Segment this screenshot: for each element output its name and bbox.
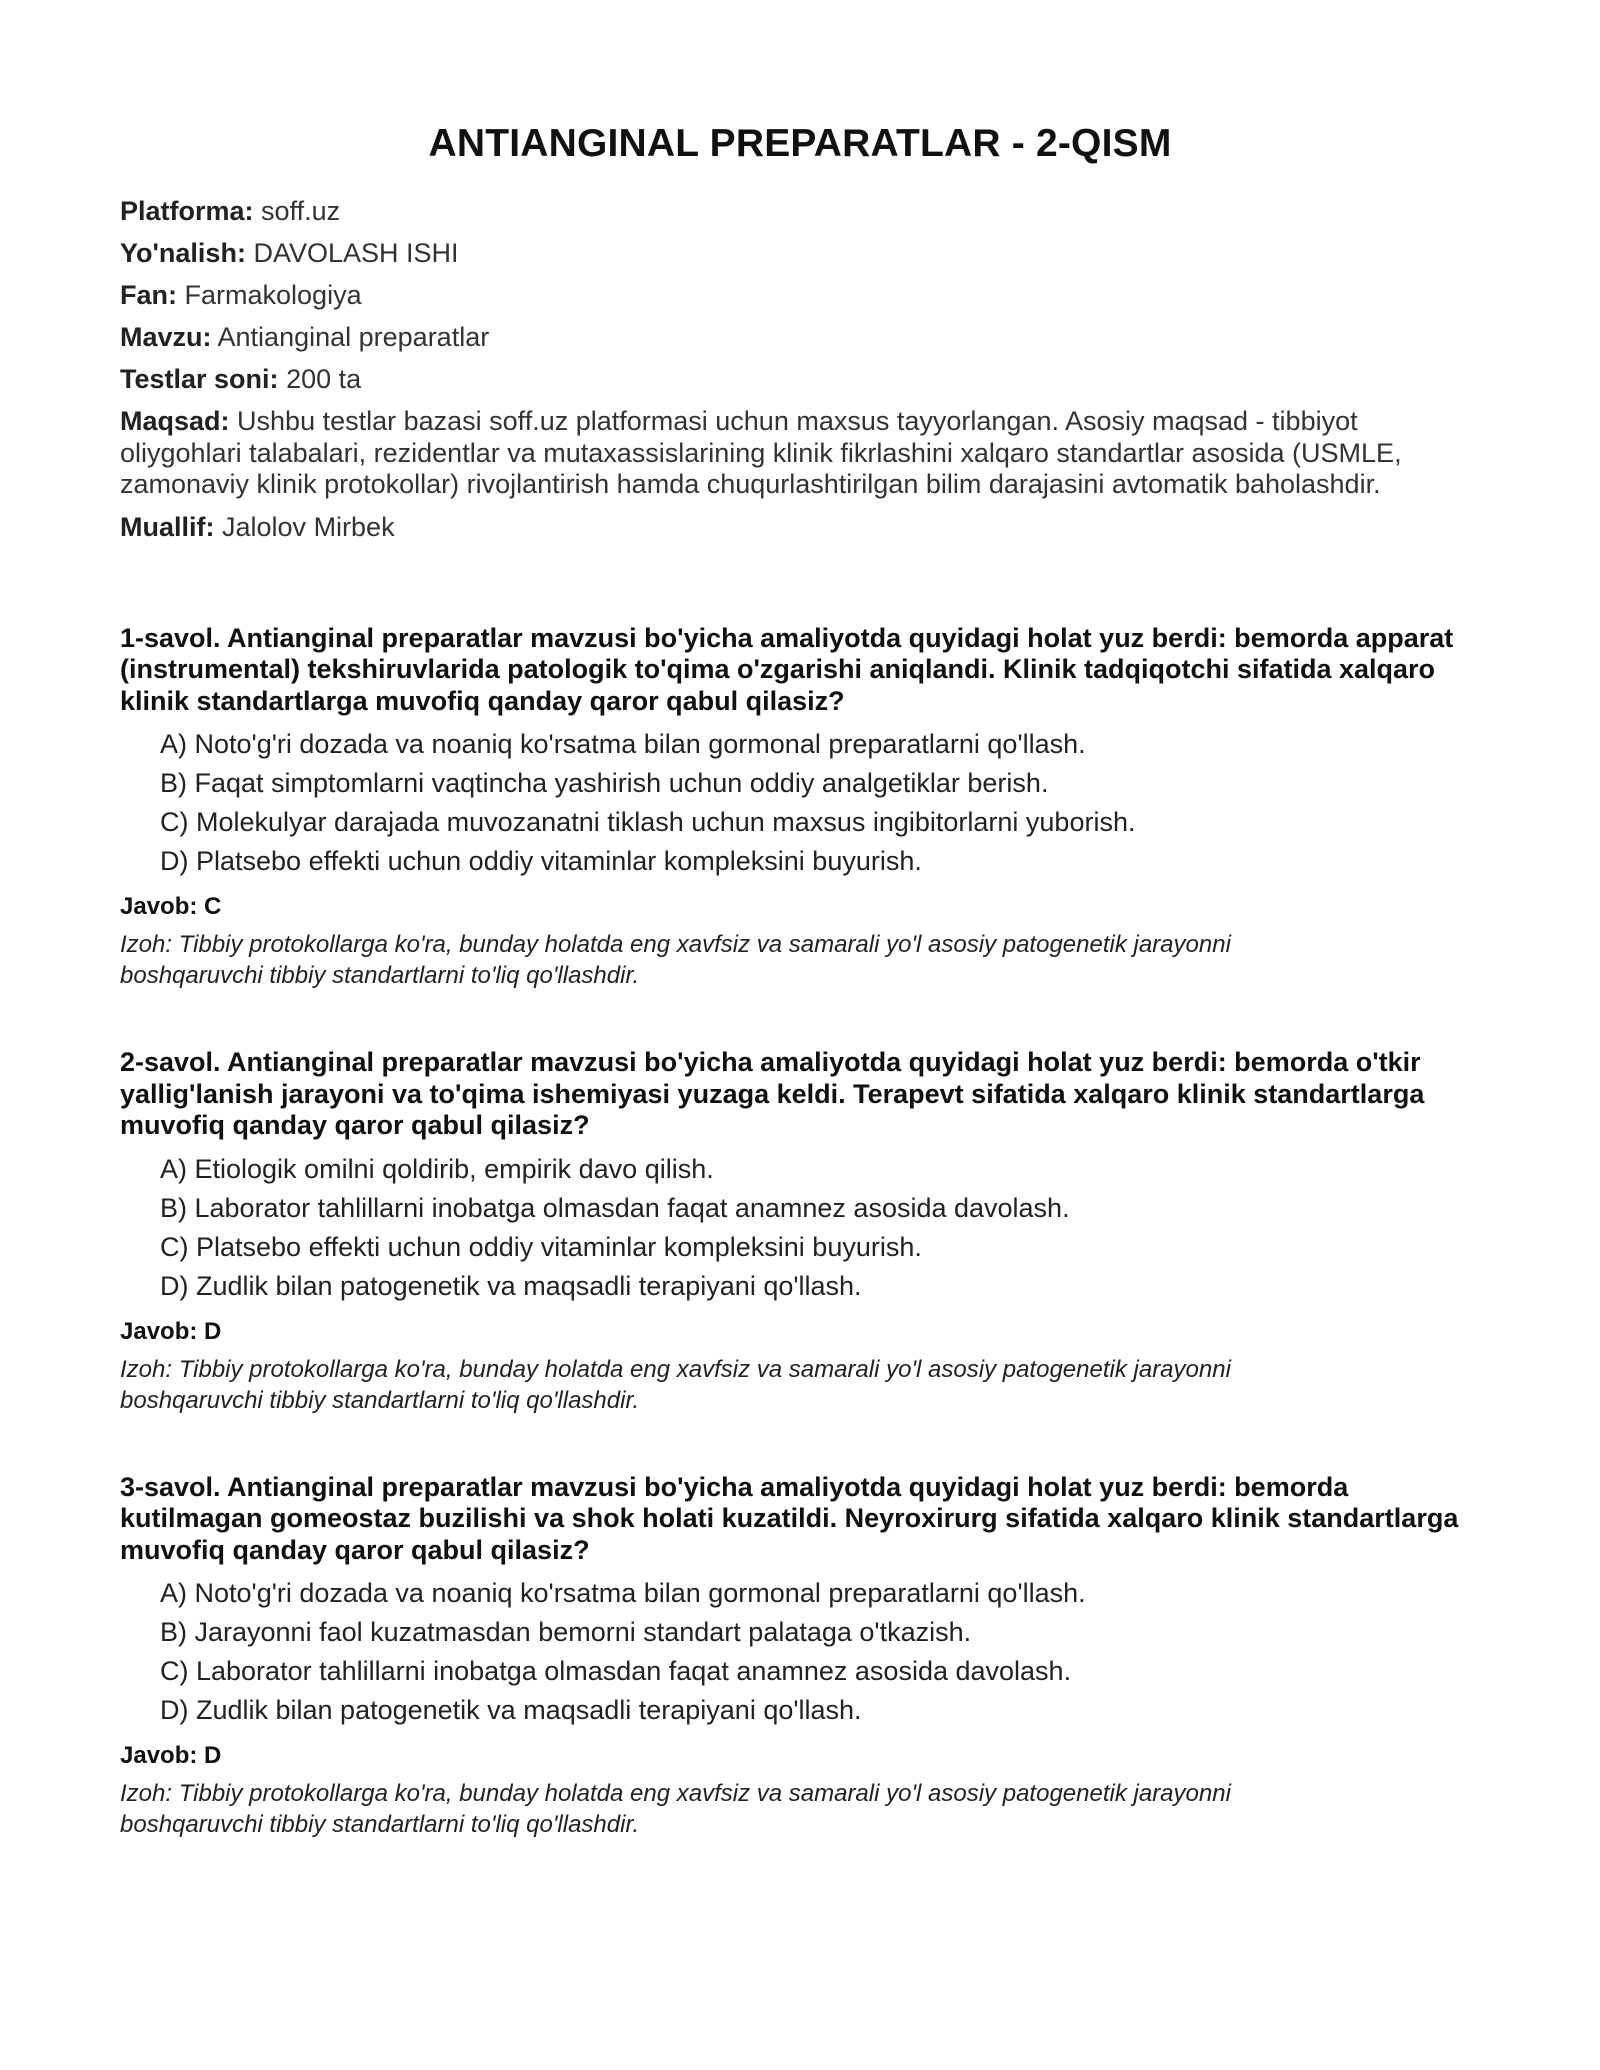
option-a: A) Noto'g'ri dozada va noaniq ko'rsatma bilan gormonal preparatlarni qo'llash. [160, 1578, 1086, 1608]
meta-label: Mavzu: [120, 322, 212, 352]
option-list [120, 1154, 1440, 1302]
option-b: B) Jarayonni faol kuzatmasdan bemorni standart palataga o'tkazish. [160, 1617, 972, 1647]
question-item [120, 1047, 1440, 1416]
meta-label: Yo'nalish: [120, 238, 246, 268]
meta-label: Fan: [120, 280, 177, 310]
meta-label: Maqsad: [120, 406, 230, 436]
option-d: D) Platsebo effekti uchun oddiy vitaminlar kompleksini buyurish. [160, 846, 922, 876]
meta-subject [120, 280, 1440, 311]
question-text: 1-savol. Antianginal preparatlar mavzusi bo'yicha amaliyotda quyidagi holat yuz berdi: bemorda apparat (instrumental) tekshiruvlarida patologik to'qima o'zgarishi aniqlandi. Klinik tadqiqotchi sifatida xalqaro klinik standartlarga muvofiq qanday qaror qabul qilasiz? [120, 622, 1454, 716]
option-list [120, 1578, 1440, 1726]
answer-text: Javob: D [120, 1317, 222, 1345]
meta-label: Platforma: [120, 196, 254, 226]
meta-label: Testlar soni: [120, 364, 279, 394]
meta-platform [120, 196, 1440, 227]
meta-value: Jalolov Mirbek [222, 511, 395, 542]
meta-value: 200 ta [286, 364, 362, 394]
explanation-text: Izoh: Tibbiy protokollarga ko'ra, bunday holatda eng xavfsiz va samarali yo'l asosiy patogenetik jarayonni boshqaruvchi tibbiy standartlarni to'liq qo'llashdir. [120, 1780, 1231, 1838]
meta-goal [120, 406, 1450, 501]
option-b: B) Laborator tahlillarni inobatga olmasdan faqat anamnez asosida davolash. [160, 1192, 1070, 1223]
option-a: A) Noto'g'ri dozada va noaniq ko'rsatma bilan gormonal preparatlarni qo'llash. [160, 729, 1086, 759]
option-c: C) Platsebo effekti uchun oddiy vitaminlar kompleksini buyurish. [160, 1231, 922, 1262]
meta-value: Ushbu testlar bazasi soff.uz platformasi uchun maxsus tayyorlangan. Asosiy maqsad - tibbiyot oliygohlari talabalari, rezidentlar va mutaxassislarining klinik fikrlashini xalqaro standartlar asosida (USMLE, zamonaviy klinik protokollar) rivojlantirish hamda chuqurlashtirilgan bilim darajasini avtomatik baholashdir. [120, 406, 1402, 499]
document-page [120, 0, 1459, 1896]
meta-author [120, 512, 1440, 543]
meta-value: Farmakologiya [184, 280, 362, 310]
question-item [120, 1471, 1459, 1841]
question-text: 2-savol. Antianginal preparatlar mavzusi bo'yicha amaliyotda quyidagi holat yuz berdi: bemorda o'tkir yallig'lanish jarayoni va to'qima ishemiyasi yuzaga keldi. Terapevt sifatida xalqaro klinik standartlarga muvofiq qanday qaror qabul qilasiz? [120, 1047, 1425, 1140]
option-list [120, 729, 1440, 877]
question-text: 3-savol. Antianginal preparatlar mavzusi bo'yicha amaliyotda quyidagi holat yuz berdi: bemorda kutilmagan gomeostaz buzilishi va shok holati kuzatildi. Neyroxirurg sifatida xalqaro klinik standartlarga muvofiq qanday qaror qabul qilasiz? [120, 1471, 1459, 1565]
option-c: C) Laborator tahlillarni inobatga olmasdan faqat anamnez asosida davolash. [160, 1656, 1072, 1686]
option-a: A) Etiologik omilni qoldirib, empirik davo qilish. [160, 1153, 714, 1184]
question-item [120, 622, 1454, 992]
answer-text: Javob: C [120, 893, 222, 920]
meta-topic [120, 322, 1440, 353]
option-c: C) Molekulyar darajada muvozanatni tiklash uchun maxsus ingibitorlarni yuborish. [160, 807, 1136, 837]
option-d: D) Zudlik bilan patogenetik va maqsadli terapiyani qo'llash. [160, 1270, 862, 1301]
meta-value: DAVOLASH ISHI [253, 238, 459, 268]
question-list [120, 622, 1459, 1841]
meta-direction [120, 238, 1440, 269]
explanation-text: Izoh: Tibbiy protokollarga ko'ra, bunday holatda eng xavfsiz va samarali yo'l asosiy patogenetik jarayonni boshqaruvchi tibbiy standartlarni to'liq qo'llashdir. [120, 1355, 1231, 1414]
document-meta [120, 196, 1440, 543]
meta-value: Antianginal preparatlar [217, 322, 490, 352]
answer-text: Javob: D [120, 1742, 222, 1769]
meta-count [120, 364, 1440, 395]
meta-label: Muallif: [120, 511, 215, 542]
option-b: B) Faqat simptomlarni vaqtincha yashirish uchun oddiy analgetiklar berish. [160, 768, 1049, 798]
document-title: ANTIANGINAL PREPARATLAR - 2-QISM [428, 122, 1172, 165]
option-d: D) Zudlik bilan patogenetik va maqsadli terapiyani qo'llash. [160, 1695, 862, 1725]
explanation-text: Izoh: Tibbiy protokollarga ko'ra, bunday holatda eng xavfsiz va samarali yo'l asosiy patogenetik jarayonni boshqaruvchi tibbiy standartlarni to'liq qo'llashdir. [120, 931, 1231, 989]
meta-value: soff.uz [261, 196, 341, 226]
